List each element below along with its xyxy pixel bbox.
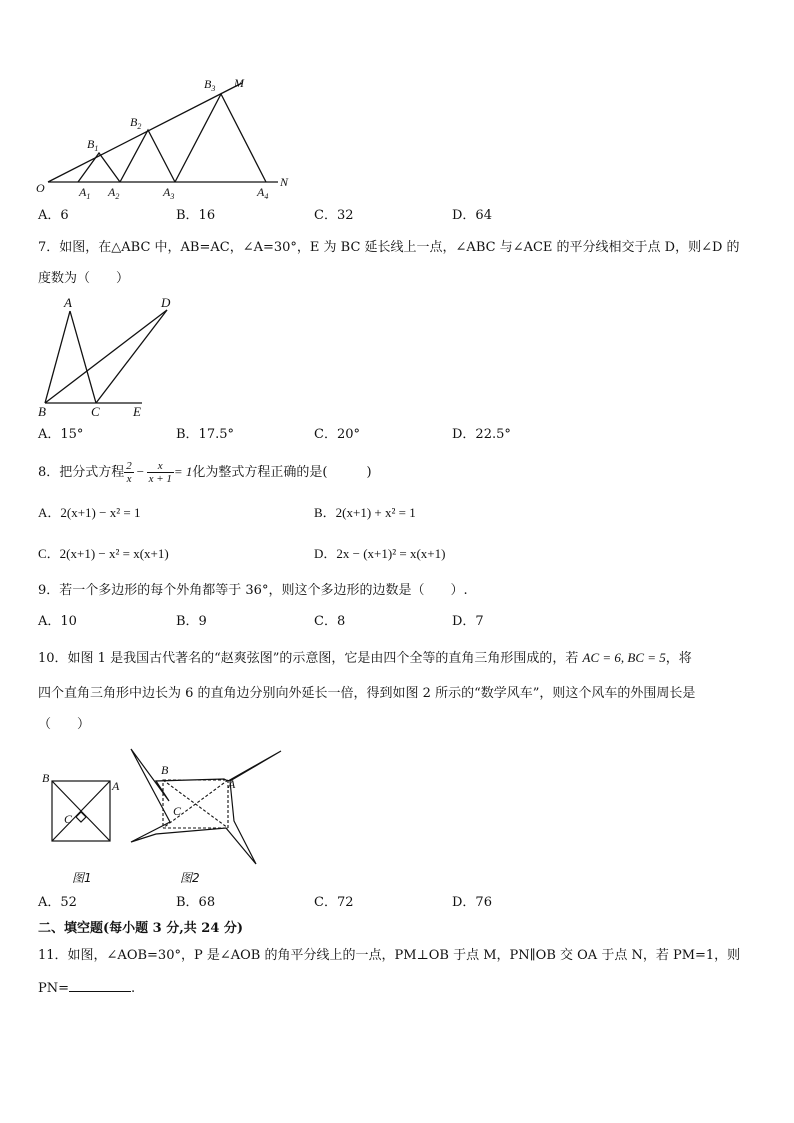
q7-text-line1: 7．如图，在△ABC 中，AB=AC，∠A=30°，E 为 BC 延长线上一点，∠ABC 与∠ACE 的平分线相交于点 D，则∠D 的 bbox=[38, 240, 740, 255]
fraction-x-over-x-plus-1: $\frac{x}{x + 1}$ bbox=[148, 460, 172, 485]
q6-figure bbox=[30, 70, 310, 205]
q11-text-line1: 11．如图，∠AOB=30°，P 是∠AOB 的角平分线上的一点，PM⊥OB 于点 M，PN∥OB 交 OA 于点 N，若 PM=1，则 bbox=[38, 948, 741, 963]
label-B: B bbox=[42, 771, 50, 785]
q10-option-a[interactable]: A．52 bbox=[38, 895, 77, 910]
q7-text-line2: 度数为（ ） bbox=[38, 271, 130, 286]
q8-option-c[interactable]: C．2(x+1) − x² = x(x+1) bbox=[38, 546, 169, 561]
q8-option-a[interactable]: A．2(x+1) − x² = 1 bbox=[38, 505, 141, 520]
svg-text:B1: $B_1$ bbox=[87, 137, 99, 153]
q6-option-b[interactable]: B．16 bbox=[176, 208, 216, 223]
q6-option-a[interactable]: A．6 bbox=[38, 208, 69, 223]
label-C: C bbox=[173, 804, 182, 818]
q9-option-c[interactable]: C．8 bbox=[314, 614, 346, 629]
label-D: D bbox=[161, 295, 171, 310]
q7-option-b[interactable]: B．17.5° bbox=[176, 427, 234, 442]
q10-text-line3: （ ） bbox=[38, 717, 91, 732]
q8-text: 8．把分式方程 $\frac{2}{x}$ − $\frac{x}{x + 1}$ = 1化为整式方程正确的是( ) bbox=[38, 460, 372, 485]
q7-option-c[interactable]: C．20° bbox=[314, 427, 360, 442]
label-B2: B bbox=[130, 115, 138, 129]
svg-text:A4: $A_4$ bbox=[257, 185, 269, 201]
label-A1: A bbox=[79, 185, 87, 199]
q8-option-d[interactable]: D．2x − (x+1)² = x(x+1) bbox=[314, 546, 446, 561]
label-A2: A bbox=[108, 185, 116, 199]
label-A: A bbox=[112, 779, 120, 793]
label-B3: B bbox=[204, 77, 212, 91]
q7-option-d[interactable]: D．22.5° bbox=[452, 427, 511, 442]
q10-text-line2: 四个直角三角形中边长为 6 的直角边分别向外延长一倍，得到如图 2 所示的“数学风车”，则这个风车的外围周长是 bbox=[38, 686, 696, 701]
label-A: A bbox=[64, 295, 72, 310]
label-B: B bbox=[161, 763, 169, 777]
figure-2-caption: 图2 bbox=[180, 871, 200, 885]
q9-option-a[interactable]: A．10 bbox=[38, 614, 77, 629]
section-2-title: 二、填空题(每小题 3 分,共 24 分) bbox=[38, 921, 244, 936]
svg-text:B3: $B_3$ bbox=[204, 77, 216, 93]
q9-text: 9．若一个多边形的每个外角都等于 36°，则这个多边形的边数是（ ）. bbox=[38, 583, 468, 598]
svg-text:A1: $A_1$ bbox=[79, 185, 91, 201]
label-M: M bbox=[234, 76, 244, 90]
q8-option-b[interactable]: B．2(x+1) + x² = 1 bbox=[314, 505, 416, 520]
q8-prefix: 8．把分式方程 bbox=[38, 465, 125, 480]
svg-text:B2: $B_2$ bbox=[130, 115, 142, 131]
q11-text-line2: PN= . bbox=[38, 981, 136, 996]
svg-text:A2: $A_2$ bbox=[108, 185, 120, 201]
q10-figure-2 bbox=[126, 744, 286, 888]
q7-option-a[interactable]: A．15° bbox=[38, 427, 84, 442]
label-A: A bbox=[228, 777, 236, 791]
label-B1: B bbox=[87, 137, 95, 151]
label-E: E bbox=[133, 404, 141, 419]
q6-option-d[interactable]: D．64 bbox=[452, 208, 492, 223]
svg-text:A3: $A_3$ bbox=[163, 185, 175, 201]
label-A4: A bbox=[257, 185, 265, 199]
fraction-2-over-x: $\frac{2}{x}$ bbox=[126, 460, 132, 485]
label-N: N bbox=[280, 175, 289, 189]
q6-option-c[interactable]: C．32 bbox=[314, 208, 354, 223]
q10-text-line1: 10．如图 1 是我国古代著名的“赵爽弦图”的示意图，它是由四个全等的直角三角形围成的，若 AC = 6, BC = 5，将 bbox=[38, 650, 692, 666]
label-A3: A bbox=[163, 185, 171, 199]
label-C: C bbox=[64, 812, 73, 826]
label-C: C bbox=[91, 404, 100, 419]
q10-option-c[interactable]: C．72 bbox=[314, 895, 354, 910]
answer-blank[interactable] bbox=[69, 979, 131, 992]
q10-option-b[interactable]: B．68 bbox=[176, 895, 216, 910]
q7-figure bbox=[30, 293, 180, 419]
q9-option-b[interactable]: B．9 bbox=[176, 614, 207, 629]
q10-figure-1 bbox=[36, 768, 126, 888]
q9-option-d[interactable]: D．7 bbox=[452, 614, 484, 629]
figure-1-caption: 图1 bbox=[72, 871, 92, 885]
q8-suffix: 化为整式方程正确的是( ) bbox=[192, 465, 372, 480]
label-B: B bbox=[38, 404, 46, 419]
label-O: O bbox=[36, 181, 45, 195]
q10-option-d[interactable]: D．76 bbox=[452, 895, 492, 910]
